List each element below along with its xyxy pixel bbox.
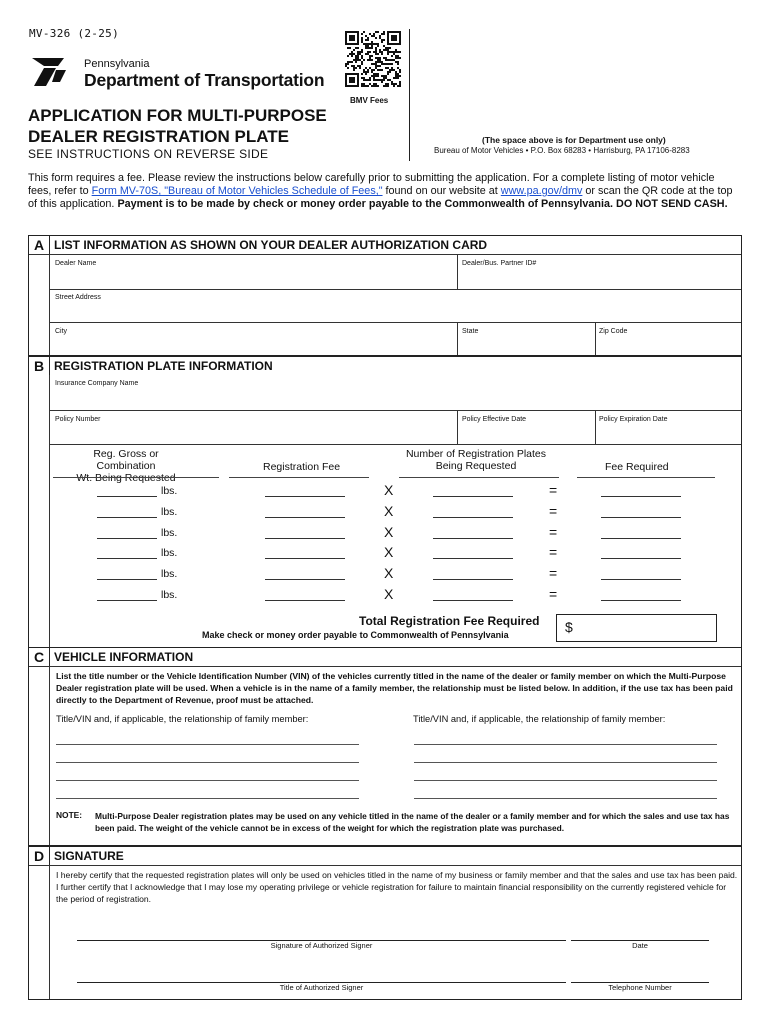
dept-state: Pennsylvania: [84, 58, 150, 70]
fee-required-input[interactable]: [601, 495, 681, 497]
plates-count-input[interactable]: [433, 495, 513, 497]
col-weight-line1: Reg. Gross or Combination: [93, 448, 159, 472]
section-a-title: LIST INFORMATION AS SHOWN ON YOUR DEALER AUTHORIZATION CARD: [54, 238, 488, 252]
divider: [49, 322, 741, 323]
section-c-title: VEHICLE INFORMATION: [54, 650, 194, 664]
weight-input[interactable]: [97, 516, 157, 518]
signature-label: Signature of Authorized Signer: [270, 941, 373, 950]
equals-sign: =: [549, 482, 558, 498]
divider: [457, 254, 458, 289]
plates-count-input[interactable]: [433, 557, 513, 559]
header-underline: [577, 476, 715, 478]
vehicle-instructions: List the title number or the Vehicle Identification Number (VIN) of the vehicles currently titled in the name of the dealer or family member on which the Multi-Purpose Dealer registration plate will be used. When a vehicle is in the name of a family member, the relationship must be listed below. In addition, if the use tax has been paid directly to the Department of Revenue, proof must be attached.: [56, 671, 733, 705]
lbs-unit: lbs.: [161, 589, 178, 601]
col-plates-line1: Number of Registration Plates: [405, 448, 547, 460]
equals-sign: =: [549, 502, 558, 519]
section-b-title: REGISTRATION PLATE INFORMATION: [54, 359, 273, 373]
vin-line-input[interactable]: [414, 743, 717, 745]
state-label: State: [462, 328, 479, 335]
website-link[interactable]: www.pa.gov/dmv: [500, 185, 583, 197]
intro-paragraph: [28, 172, 740, 211]
col-fee-header: Registration Fee: [263, 461, 341, 473]
weight-input[interactable]: [97, 557, 157, 559]
lbs-unit: lbs.: [161, 568, 178, 581]
multiply-sign: X: [384, 502, 394, 519]
vin-line-input[interactable]: [56, 779, 359, 781]
zip-label: Zip Code: [599, 328, 628, 335]
col-plates-header: [391, 448, 561, 472]
header-underline: [229, 476, 369, 478]
col-plates-line2: Being Requested: [435, 460, 517, 472]
fee-schedule-link[interactable]: Form MV-70S, "Bureau of Motor Vehicles Schedule of Fees,": [91, 185, 383, 197]
title-label: Title of Authorized Signer: [279, 983, 364, 992]
col-weight-line2: Wt. Being Requested: [76, 472, 176, 484]
multiply-sign: X: [384, 565, 394, 582]
dept-name: Department of Transportation: [84, 70, 325, 90]
bureau-address: Bureau of Motor Vehicles • P.O. Box 68283 • Harrisburg, PA 17106-8283: [434, 146, 690, 155]
col-fee-required-header: Fee Required: [605, 461, 669, 473]
section-d-letter: D: [29, 847, 50, 865]
plates-count-input[interactable]: [433, 578, 513, 580]
equals-sign: =: [549, 544, 558, 561]
fee-required-input[interactable]: [601, 599, 681, 601]
divider: [595, 322, 596, 355]
multiply-sign: X: [384, 482, 394, 498]
reg-fee-input[interactable]: [265, 537, 345, 539]
vin-line-input[interactable]: [56, 761, 359, 763]
partner-id-label: Dealer/Bus. Partner ID#: [462, 260, 537, 267]
date-label: Date: [632, 941, 648, 950]
weight-input[interactable]: [97, 537, 157, 539]
reg-fee-input[interactable]: [265, 578, 345, 580]
reg-fee-input[interactable]: [265, 557, 345, 559]
header-underline: [53, 476, 219, 478]
section-c-letter: C: [29, 648, 50, 666]
page-title-line1: APPLICATION FOR MULTI-PURPOSE: [28, 106, 327, 125]
header-divider: [409, 29, 410, 161]
phone-label: Telephone Number: [608, 983, 672, 992]
reg-fee-input[interactable]: [265, 516, 345, 518]
equals-sign: =: [549, 586, 558, 602]
col-weight-header: [66, 448, 186, 484]
vin-line-input[interactable]: [414, 797, 717, 799]
divider: [49, 410, 741, 411]
policy-expiration-label: Policy Expiration Date: [599, 416, 668, 423]
multiply-sign: X: [384, 544, 394, 561]
vin-line-input[interactable]: [56, 797, 359, 799]
fee-required-input[interactable]: [601, 516, 681, 518]
section-b: [28, 356, 742, 648]
plates-count-input[interactable]: [433, 537, 513, 539]
vin-line-input[interactable]: [414, 779, 717, 781]
city-label: City: [55, 328, 68, 335]
form-number: MV-326 (2-25): [29, 27, 119, 40]
section-c-left-border: [49, 666, 50, 845]
certification-text: I hereby certify that the requested registration plates will only be used on vehicles titled in the name of my business or family member and that the sales and use tax has been paid. I further certify that I acknowledge that I may lose my operating privilege or vehicle registration for failure to maintain financial responsibility on the currently registered vehicle for the period of registration.: [56, 870, 738, 904]
dept-use-note: (The space above is for Department use only): [482, 135, 666, 145]
header-underline: [399, 476, 559, 478]
lbs-unit: lbs.: [161, 505, 178, 518]
insurance-label: Insurance Company Name: [55, 380, 139, 387]
col-label-right: Title/VIN and, if applicable, the relationship of family member:: [413, 714, 666, 724]
note-label: NOTE:: [56, 810, 83, 820]
section-b-letter: B: [29, 357, 50, 375]
equals-sign: =: [549, 565, 558, 582]
street-label: Street Address: [55, 294, 101, 301]
reg-fee-input[interactable]: [265, 495, 345, 497]
total-label: Total Registration Fee Required: [359, 614, 540, 628]
intro-text-1: This form requires a fee. Please review the instructions below carefully prior to submitting the application. For a complete listing of motor vehicle fees, refer to: [28, 172, 715, 197]
fee-required-input[interactable]: [601, 557, 681, 559]
plates-count-input[interactable]: [433, 599, 513, 601]
weight-input[interactable]: [97, 578, 157, 580]
section-a-letter: A: [29, 236, 50, 254]
intro-text-2: found on our website at: [382, 185, 501, 197]
fee-required-input[interactable]: [601, 537, 681, 539]
keystone-logo-icon: [28, 52, 68, 90]
section-d-title: SIGNATURE: [54, 849, 124, 863]
note-text: Multi-Purpose Dealer registration plates may be used on any vehicle titled in the name of the dealer or a family member and for which the sales and use tax has been paid. The weight of the vehicle cannot be in excess of the weight for which the registration plate was purchased.: [95, 811, 730, 833]
section-c: [28, 647, 742, 846]
page-subtitle: SEE INSTRUCTIONS ON REVERSE SIDE: [28, 147, 269, 161]
payment-notice: Payment is to be made by check or money order payable to the Commonwealth of Pennsylvania. DO NOT SEND CASH.: [117, 198, 728, 210]
total-input[interactable]: [556, 614, 717, 642]
policy-effective-label: Policy Effective Date: [462, 416, 527, 423]
reg-fee-input[interactable]: [265, 599, 345, 601]
section-a: [28, 235, 742, 356]
dealer-name-label: Dealer Name: [55, 260, 97, 267]
fee-required-input[interactable]: [601, 578, 681, 580]
divider: [29, 666, 741, 667]
divider: [29, 865, 741, 866]
multiply-sign: X: [384, 586, 394, 602]
divider: [29, 254, 741, 255]
weight-input[interactable]: [97, 599, 157, 601]
equals-sign: =: [549, 523, 558, 540]
weight-input[interactable]: [97, 495, 157, 497]
section-a-left-border: [49, 254, 50, 355]
lbs-unit: lbs.: [161, 485, 178, 497]
lbs-unit: lbs.: [161, 526, 178, 539]
lbs-unit: lbs.: [161, 547, 178, 560]
divider: [457, 410, 458, 444]
col-label-left: Title/VIN and, if applicable, the relationship of family member:: [56, 714, 309, 724]
total-note: Make check or money order payable to Commonwealth of Pennsylvania: [202, 630, 509, 640]
intro-text-3: or scan the QR code at the top of this application.: [28, 185, 733, 210]
section-d-left-border: [49, 865, 50, 999]
divider: [49, 289, 741, 290]
divider: [595, 410, 596, 444]
page-title-line2: DEALER REGISTRATION PLATE: [28, 127, 289, 146]
policy-number-label: Policy Number: [55, 416, 101, 423]
section-d: [28, 846, 742, 1000]
vin-line-input[interactable]: [56, 743, 359, 745]
divider: [457, 322, 458, 355]
vin-line-input[interactable]: [414, 761, 717, 763]
section-b-left-border: [49, 375, 50, 647]
qr-code-icon[interactable]: [345, 31, 401, 87]
plates-count-input[interactable]: [433, 516, 513, 518]
dollar-sign: $: [565, 619, 573, 635]
divider: [49, 444, 741, 445]
multiply-sign: X: [384, 523, 394, 540]
qr-label: BMV Fees: [350, 96, 389, 105]
